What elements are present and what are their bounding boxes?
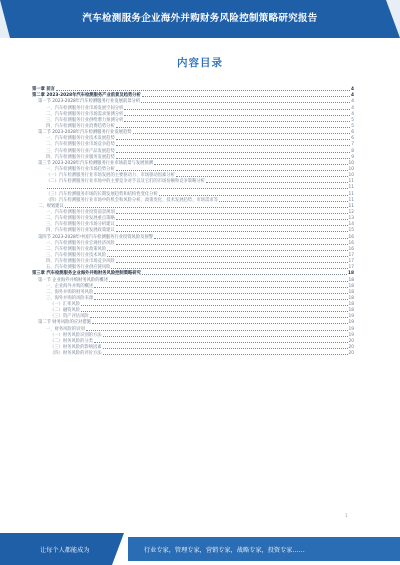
toc-entry-page: 20 [348, 338, 354, 344]
toc-entry-page: 7 [351, 142, 354, 148]
toc-leader-dots [206, 182, 348, 183]
footer-slogan: 让每个人都能成为 [40, 547, 90, 554]
toc-entry-page: 19 [348, 332, 354, 338]
toc-entry-title: 一、财务风险的识别 [46, 326, 85, 332]
toc-entry-page: 20 [348, 345, 354, 351]
header-decoration-right [386, 0, 400, 38]
toc-entry-title: （一）财务风险识别的方法 [50, 332, 102, 338]
toc-entry-title: 第二节 2023-2028年汽车检测服务行业发展趋势 [38, 130, 132, 136]
table-of-contents [32, 86, 354, 356]
toc-entry-title: 四、汽车检测服务行业市场竞争风险 [46, 259, 115, 265]
toc-leader-dots [133, 133, 351, 134]
toc-entry-title: 第四节 2023-2028年中国汽车检测服务行业投资风险及预警 [38, 234, 154, 240]
toc-entry-title: 二、规划建议 [38, 203, 64, 209]
toc-entry-page: 17 [348, 252, 354, 258]
toc-entry-page: 16 [348, 240, 354, 246]
toc-leader-dots [219, 201, 348, 202]
toc-entry-page: 18 [348, 308, 354, 314]
toc-entry-title: （三）资产评估风险 [50, 314, 89, 320]
toc-leader-dots [159, 195, 348, 196]
toc-entry-page: 17 [348, 259, 354, 265]
page-footer [0, 533, 400, 565]
toc-leader-dots [90, 317, 348, 318]
toc-entry-title: 五、汽车检测服务行业供应链风险 [46, 265, 111, 271]
toc-entry-title: 第二节 财务风险的应对措施 [38, 320, 91, 326]
toc-leader-dots [94, 287, 347, 288]
toc-leader-dots [103, 336, 348, 337]
toc-entry-page: 11 [348, 197, 354, 203]
toc-entry-title: 二、汽车检测服务行业发展重点策略 [46, 216, 115, 222]
toc-entry-title: 一、汽车检测服务行业市场趋势分析 [46, 166, 115, 172]
toc-leader-dots [176, 176, 348, 177]
toc-entry-title: 第一章 前言 [32, 87, 55, 93]
toc-leader-dots [65, 207, 348, 208]
toc-entry-title: 四、汽车检测服务行业消费趋势分析 [46, 123, 115, 129]
toc-leader-dots [124, 121, 350, 122]
toc-entry-title: （三）财务风险的影响因素 [50, 345, 102, 351]
toc-leader-dots [116, 213, 348, 214]
toc-entry-title: （三）汽车检测服务市场的长期发展趋势和结构性变化分析 [46, 191, 158, 197]
toc-leader-dots [124, 109, 350, 110]
toc-entry-title: 第三节 2023-2028年汽车检测服务行业市场前景与发展预测 [38, 160, 154, 166]
toc-leader-dots [103, 348, 348, 349]
toc-entry-page: 5 [351, 117, 354, 123]
toc-entry-page: 20 [348, 351, 354, 357]
toc-leader-dots [86, 330, 348, 331]
toc-entry-page: 11 [348, 203, 354, 209]
toc-leader-dots [142, 96, 350, 97]
toc-entry-title: 二、海外并购的财务风险 [46, 289, 94, 295]
toc-leader-dots [94, 342, 348, 343]
toc-entry-page: 16 [348, 234, 354, 240]
toc-entry-title: 三、海外并购的风险来源 [46, 295, 94, 301]
toc-leader-dots [56, 90, 350, 91]
toc-entry-page: 11 [348, 179, 354, 185]
toc-entry-page: 18 [348, 295, 354, 301]
toc-leader-dots [116, 170, 348, 171]
toc-leader-dots [81, 305, 347, 306]
toc-leader-dots [94, 293, 347, 294]
report-title: 汽车检测服务企业海外并购财务风险控制策略研究报告 [82, 13, 318, 24]
toc-entry-title: 三、汽车检测服务行业市场分析建议 [46, 222, 115, 228]
toc-entry-page: 16 [348, 246, 354, 252]
toc-entry-title: 一、汽车检测服务行业宏观经济风险 [46, 240, 115, 246]
toc-leader-dots [154, 238, 348, 239]
toc-entry-title: 一、汽车检测服务行业投资前景规划 [46, 209, 115, 215]
toc-entry-title: 四、汽车检测服务行业发展政策建议 [46, 228, 115, 234]
toc-entry-page: 18 [348, 277, 354, 283]
toc-entry-page: 8 [351, 148, 354, 154]
toc-entry-title: （二）财务风险的分类 [50, 338, 93, 344]
toc-entry-title: 一、企业海外并购的概述 [46, 283, 94, 289]
page-number: 1 [345, 513, 348, 518]
toc-entry-page: 14 [348, 222, 354, 228]
toc-entry-page: 9 [351, 154, 354, 160]
toc-entry-page: 19 [348, 320, 354, 326]
toc-entry-title: 四、汽车检测服务行业服务发展趋势 [46, 154, 115, 160]
toc-entry-page: 19 [348, 314, 354, 320]
toc-entry-page: 18 [348, 289, 354, 295]
toc-leader-dots [107, 250, 347, 251]
toc-entry-title: 第一节 2023-2028年汽车检测服务行业发展前景分析 [38, 99, 141, 105]
toc-leader-dots [141, 102, 350, 103]
toc-entry-page: 12 [348, 209, 354, 215]
toc-entry-title: （二）融资风险 [50, 308, 81, 314]
toc-entry-page: 10 [348, 166, 354, 172]
toc-entry-title: 三、汽车检测服务行业技术风险 [46, 252, 107, 258]
toc-leader-dots [116, 158, 351, 159]
toc-entry-page: 6 [351, 136, 354, 142]
toc-leader-dots [142, 274, 347, 275]
toc-entry-title: 二、汽车检测服务行业市场需求预测分析 [46, 111, 124, 117]
toc-leader-dots [116, 139, 351, 140]
toc-entry-page: 10 [348, 160, 354, 166]
toc-leader-dots [116, 152, 351, 153]
toc-entry-page: 11 [348, 191, 354, 197]
toc-entry-title: （一）汇率风险 [50, 302, 81, 308]
toc-entry-page: 18 [348, 283, 354, 289]
toc-entry-page: 4 [351, 93, 354, 99]
footer-tagline: 行业专家，管理专家，营销专家，战略专家，投资专家…… [144, 547, 305, 554]
toc-entry[interactable] [32, 350, 354, 356]
toc-entry-page: 5 [351, 123, 354, 129]
toc-entry-title: 二、汽车检测服务行业市场竞争趋势 [46, 142, 115, 148]
toc-entry-title: 一、汽车检测服务行业技术发展趋势 [46, 136, 115, 142]
toc-leader-dots [47, 188, 348, 189]
toc-entry-title: 三、汽车检测服务行业产品发展趋势 [46, 148, 115, 154]
toc-entry-page: 15 [348, 228, 354, 234]
toc-leader-dots [116, 262, 348, 263]
toc-entry-page: 18 [348, 302, 354, 308]
toc-entry-title: （二）汽车检测服务行业市场中的主要竞争对手以及它们的市场份额和竞争策略分析 [46, 179, 205, 185]
toc-leader-dots [107, 256, 347, 257]
toc-entry-title: 二、汽车检测服务行业政策风险 [46, 246, 107, 252]
footer-divider [112, 533, 124, 565]
toc-leader-dots [81, 311, 347, 312]
toc-entry-title: （四）汽车检测服务行业市场中的机会和风险分析，政策变化、技术发展趋势、市场需求等 [46, 197, 218, 203]
toc-entry-page: 18 [348, 271, 354, 277]
toc-leader-dots [116, 225, 348, 226]
toc-entry-title: 第一节 企业海外并购财务风险的概述 [38, 277, 109, 283]
toc-entry-page: 6 [351, 130, 354, 136]
toc-entry-title: 一、汽车检测服务行业市场发展空间分析 [46, 105, 124, 111]
toc-entry-title: （四）财务风险的评价方法 [50, 351, 102, 357]
toc-leader-dots [124, 115, 350, 116]
toc-entry-title: 第二章 2023-2028年汽车检测服务产业前景及趋势分析 [32, 93, 141, 99]
toc-entry-page: 10 [348, 173, 354, 179]
toc-leader-dots [94, 299, 347, 300]
toc-leader-dots [109, 281, 347, 282]
toc-entry-page: 4 [351, 87, 354, 93]
toc-leader-dots [103, 354, 348, 355]
toc-entry-title: 三、汽车检测服务行业供给潜力预测分析 [46, 117, 124, 123]
toc-entry-page: 4 [351, 99, 354, 105]
toc-leader-dots [111, 268, 347, 269]
toc-leader-dots [154, 164, 348, 165]
toc-leader-dots [92, 323, 348, 324]
toc-entry-page: 11 [348, 185, 354, 191]
page-header [0, 0, 400, 38]
toc-entry-title: （一）汽车检测服务行业市场发展的主要驱动力、市场驱动因素分析 [46, 173, 175, 179]
toc-entry-page: 19 [348, 326, 354, 332]
toc-heading: 内容目录 [177, 57, 223, 69]
toc-leader-dots [116, 145, 351, 146]
toc-leader-dots [116, 219, 348, 220]
toc-entry-title: 第三章 汽车检测服务企业海外并购财务风险控制策略研究 [32, 271, 141, 277]
toc-entry-page: 13 [348, 216, 354, 222]
toc-entry-page: 17 [348, 265, 354, 271]
toc-leader-dots [116, 127, 351, 128]
toc-entry-page: 4 [351, 105, 354, 111]
toc-leader-dots [116, 244, 348, 245]
toc-entry-page: 4 [351, 111, 354, 117]
toc-leader-dots [116, 231, 348, 232]
